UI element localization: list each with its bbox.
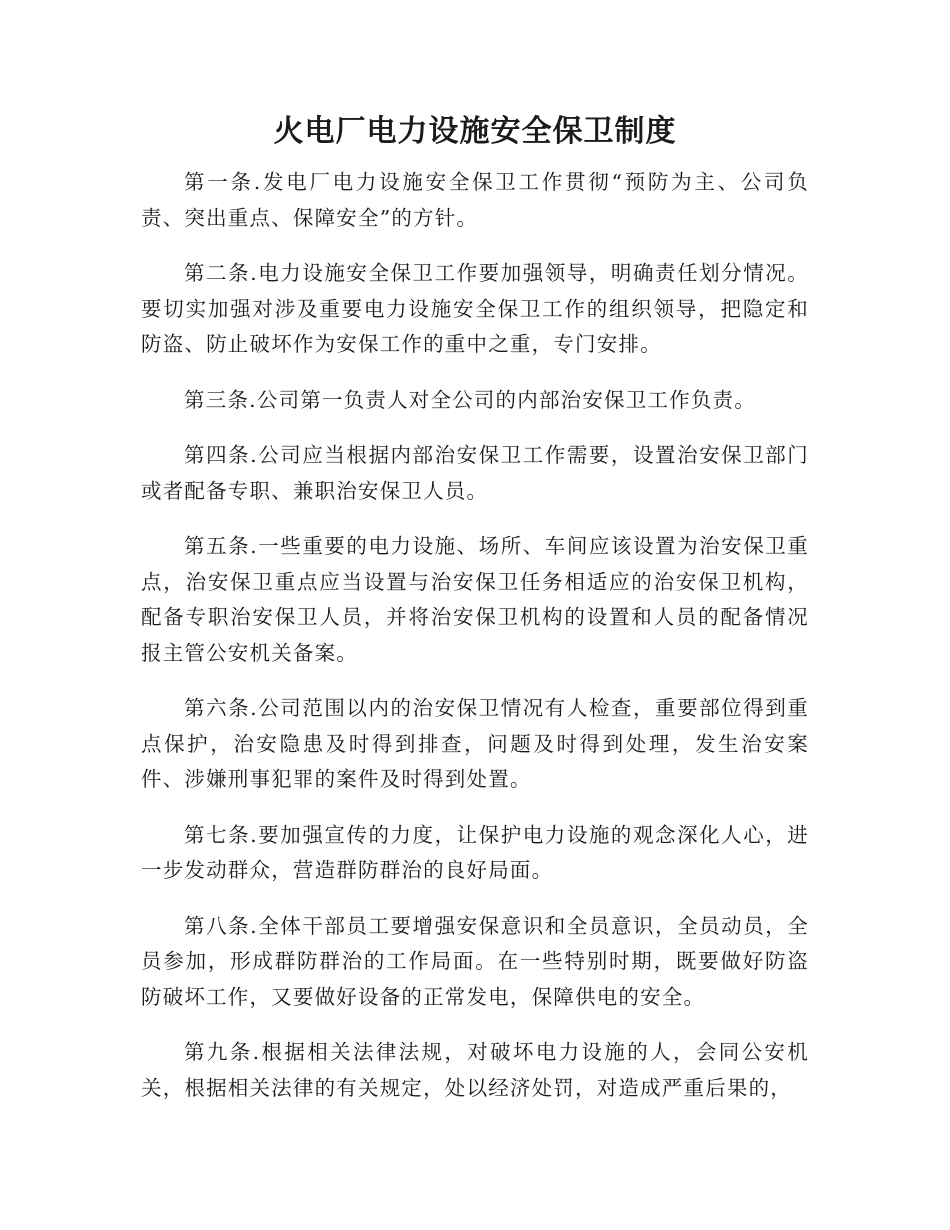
article-8: 第八条.全体干部员工要增强安保意识和全员意识，全员动员，全员参加，形成群防群治的工作局面。在一些特别时期，既要做好防盗防破坏工作，又要做好设备的正常发电，保障供电的安全。 [141, 913, 809, 1009]
article-9: 第九条.根据相关法律法规，对破坏电力设施的人，会同公安机关，根据相关法律的有关规定，处以经济处罚，对造成严重后果的， [141, 1040, 809, 1100]
article-4: 第四条.公司应当根据内部治安保卫工作需要，设置治安保卫部门或者配备专职、兼职治安保卫人员。 [141, 443, 809, 503]
article-5: 第五条.一些重要的电力设施、场所、车间应该设置为治安保卫重点，治安保卫重点应当设置与治安保卫任务相适应的治安保卫机构，配备专职治安保卫人员，并将治安保卫机构的设置和人员的配备情况报主管公安机关备案。 [141, 534, 809, 665]
article-2: 第二条.电力设施安全保卫工作要加强领导，明确责任划分情况。要切实加强对涉及重要电力设施安全保卫工作的组织领导，把隐定和防盗、防止破坏作为安保工作的重中之重，专门安排。 [141, 261, 809, 356]
article-1: 第一条.发电厂电力设施安全保卫工作贯彻“预防为主、公司负责、突出重点、保障安全”的方针。 [141, 170, 809, 230]
article-7: 第七条.要加强宣传的力度，让保护电力设施的观念深化人心，进一步发动群众，营造群防群治的良好局面。 [141, 822, 809, 882]
document-title: 火电厂电力设施安全保卫制度 [273, 114, 677, 149]
article-3: 第三条.公司第一负责人对全公司的内部治安保卫工作负责。 [184, 387, 756, 412]
article-6: 第六条.公司范围以内的治安保卫情况有人检查，重要部位得到重点保护，治安隐患及时得到排查，问题及时得到处理，发生治安案件、涉嫌刑事犯罪的案件及时得到处置。 [141, 696, 809, 791]
document-body [141, 165, 809, 1126]
